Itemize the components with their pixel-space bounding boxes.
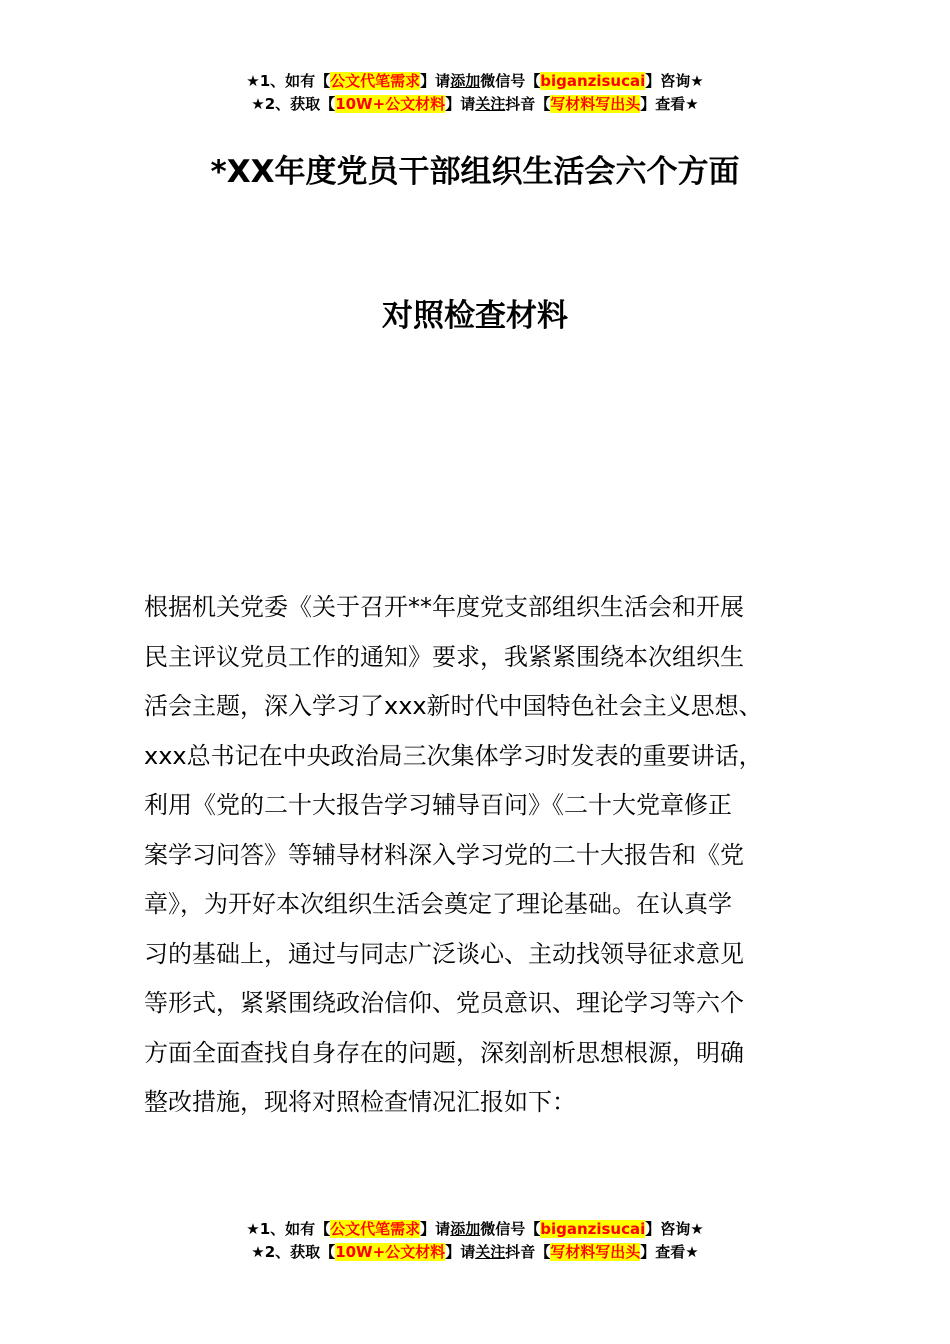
- promo-text: ★1、如有【: [246, 1220, 331, 1238]
- document-title-line-2: 对照检查材料: [382, 298, 568, 334]
- promo-text: 】咨询★: [645, 1220, 704, 1238]
- promo-douyin-id: 写材料写出头: [550, 1243, 641, 1261]
- promo-highlight: 公文代笔需求: [330, 1220, 421, 1238]
- promo-text: 抖音【: [505, 1243, 551, 1261]
- promo-underline: 关注: [475, 95, 506, 113]
- promo-highlight: 10W+公文材料: [335, 1243, 446, 1261]
- promo-highlight: 10W+公文材料: [335, 95, 446, 113]
- promo-wechat-id: biganzisucai: [540, 72, 646, 90]
- promo-header: [0, 70, 950, 116]
- promo-text: 抖音【: [505, 95, 551, 113]
- promo-text: 】请: [445, 95, 476, 113]
- body-line: 民主评议党员工作的通知》要求，我紧紧围绕本次组织生: [144, 642, 744, 671]
- body-line: 活会主题，深入学习了xxx新时代中国特色社会主义思想、: [144, 692, 763, 720]
- promo-wechat-id: biganzisucai: [540, 1220, 646, 1238]
- promo-text: ★2、获取【: [251, 95, 336, 113]
- body-line: 案学习问答》等辅导材料深入学习党的二十大报告和《党: [144, 840, 744, 869]
- promo-underline: 添加: [450, 1220, 481, 1238]
- promo-text: 】查看★: [640, 1243, 699, 1261]
- body-line: xxx总书记在中央政治局三次集体学习时发表的重要讲话，: [144, 741, 763, 770]
- promo-line-1: [0, 70, 950, 93]
- promo-douyin-id: 写材料写出头: [550, 95, 641, 113]
- promo-line-1: [0, 1218, 950, 1241]
- promo-underline: 添加: [450, 72, 481, 90]
- promo-text: 微信号【: [480, 72, 541, 90]
- body-line: 根据机关党委《关于召开**年度党支部组织生活会和开展: [144, 593, 744, 621]
- body-line: 等形式，紧紧围绕政治信仰、党员意识、理论学习等六个: [144, 989, 744, 1017]
- promo-text: 】咨询★: [645, 72, 704, 90]
- body-line: 方面全面查找自身存在的问题，深刻剖析思想根源，明确: [144, 1038, 744, 1067]
- promo-text: 微信号【: [480, 1220, 541, 1238]
- body-line: 章》，为开好本次组织生活会奠定了理论基础。在认真学: [144, 890, 732, 918]
- promo-underline: 关注: [475, 1243, 506, 1261]
- promo-text: ★1、如有【: [246, 72, 331, 90]
- promo-highlight: 公文代笔需求: [330, 72, 421, 90]
- body-line: 习的基础上，通过与同志广泛谈心、主动找领导征求意见: [144, 939, 744, 968]
- promo-line-2: [0, 93, 950, 116]
- promo-text: 】请: [420, 1220, 451, 1238]
- promo-text: 】请: [445, 1243, 476, 1261]
- promo-text: 】查看★: [640, 95, 699, 113]
- body-paragraph: [144, 583, 824, 1128]
- body-line: 利用《党的二十大报告学习辅导百问》《二十大党章修正: [144, 791, 732, 819]
- document-title-line-1: *XX年度党员干部组织生活会六个方面: [210, 154, 740, 190]
- promo-text: ★2、获取【: [251, 1243, 336, 1261]
- promo-footer: [0, 1218, 950, 1264]
- promo-text: 】请: [420, 72, 451, 90]
- body-line: 整改措施，现将对照检查情况汇报如下：: [144, 1088, 576, 1116]
- promo-line-2: [0, 1241, 950, 1264]
